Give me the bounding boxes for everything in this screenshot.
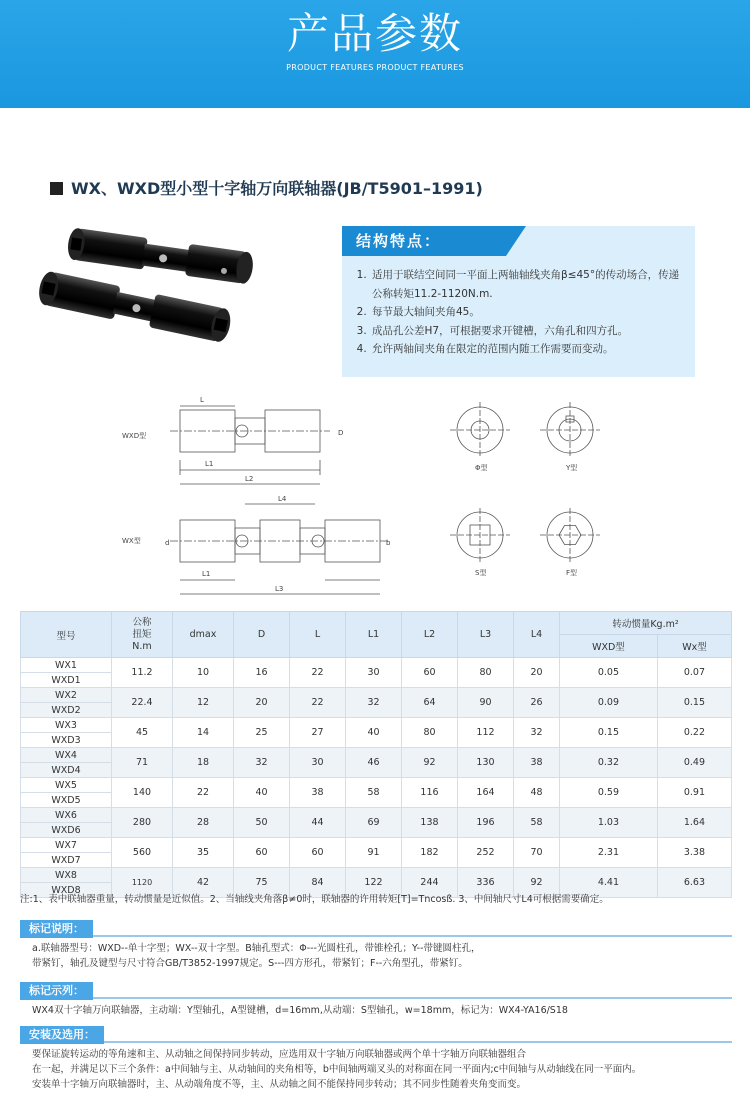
col-l3: L3 — [458, 612, 514, 658]
dim-l-label: L — [200, 396, 204, 404]
product-title — [50, 176, 483, 199]
cell-l2: 182 — [402, 838, 458, 868]
cell-l4: 92 — [514, 868, 560, 898]
table-row — [21, 658, 732, 673]
col-dmax: dmax — [173, 612, 234, 658]
cell-wx: 0.22 — [657, 718, 731, 748]
feature-item: 1. 适用于联结空间同一平面上两轴轴线夹角β≤45°的传动场合，传递公称转矩11.2-1120N.m. — [370, 266, 680, 303]
cell-wxd: 0.32 — [560, 748, 658, 778]
cell-wxd: 4.41 — [560, 868, 658, 898]
dim-l3-label: L3 — [275, 585, 284, 593]
cell-d: 75 — [234, 868, 290, 898]
col-l4: L4 — [514, 612, 560, 658]
cell-l1: 46 — [346, 748, 402, 778]
wx-label: WX型 — [122, 537, 141, 545]
cell-l2: 60 — [402, 658, 458, 688]
product-title-text: WX、WXD型小型十字轴万向联轴器(JB/T5901–1991) — [71, 179, 483, 198]
example-heading: 标记示列： — [20, 982, 93, 1000]
cell-wxd: 2.31 — [560, 838, 658, 868]
cell-torque: 560 — [112, 838, 173, 868]
cell-wxd: 0.15 — [560, 718, 658, 748]
cell-dmax: 35 — [173, 838, 234, 868]
table-row — [21, 868, 732, 883]
model-cell: WXD6 — [21, 823, 112, 838]
col-d: D — [234, 612, 290, 658]
cell-torque: 1120 — [112, 868, 173, 898]
cell-l4: 58 — [514, 808, 560, 838]
col-torque: 公称 扭矩 N.m — [112, 612, 173, 658]
model-cell: WX5 — [21, 778, 112, 793]
example-section — [20, 979, 732, 1018]
product-photo — [35, 220, 325, 370]
cell-l4: 32 — [514, 718, 560, 748]
cell-l: 22 — [290, 658, 346, 688]
model-cell: WXD4 — [21, 763, 112, 778]
cell-wx: 0.07 — [657, 658, 731, 688]
cell-l: 22 — [290, 688, 346, 718]
col-wx: Wx型 — [657, 635, 731, 658]
cell-dmax: 12 — [173, 688, 234, 718]
table-row — [21, 748, 732, 763]
cell-l2: 116 — [402, 778, 458, 808]
cell-l4: 48 — [514, 778, 560, 808]
model-cell: WX2 — [21, 688, 112, 703]
marking-heading: 标记说明： — [20, 920, 93, 938]
cell-l3: 80 — [458, 658, 514, 688]
model-cell: WX8 — [21, 868, 112, 883]
cell-l2: 92 — [402, 748, 458, 778]
cell-l: 84 — [290, 868, 346, 898]
install-line: 安装单十字轴万向联轴器时，主、从动端角度不等，主、从动轴之间不能保持同步转动；其不同步性随着夹角变而变。 — [32, 1079, 527, 1090]
feature-item: 4. 允许两轴间夹角在限定的范围内随工作需要而变动。 — [370, 340, 680, 359]
features-heading: 结构特点： — [342, 226, 506, 256]
cell-l3: 336 — [458, 868, 514, 898]
cell-wx: 0.91 — [657, 778, 731, 808]
model-cell: WX6 — [21, 808, 112, 823]
hole-f-label: F型 — [566, 569, 578, 577]
model-cell: WXD3 — [21, 733, 112, 748]
cell-d: 32 — [234, 748, 290, 778]
model-cell: WXD1 — [21, 673, 112, 688]
marking-line: 带紧钉，轴孔及键型与尺寸符合GB/T3852-1997规定。S---四方形孔，带紧钉；F--六角型孔，带紧钉。 — [32, 958, 468, 969]
dim-l1b-label: L1 — [202, 570, 211, 578]
cell-l2: 244 — [402, 868, 458, 898]
banner-subtitle: PRODUCT FEATURES PRODUCT FEATURES — [286, 63, 464, 72]
model-cell: WX3 — [21, 718, 112, 733]
marking-line: a.联轴器型号：WXD--单十字型；WX--双十字型。B轴孔型式：Φ---光圆柱孔，带锥栓孔；Y--带键圆柱孔， — [32, 943, 481, 954]
col-l: L — [290, 612, 346, 658]
col-inertia: 转动惯量Kg.m² — [560, 612, 732, 635]
table-row — [21, 808, 732, 823]
model-cell: WX7 — [21, 838, 112, 853]
feature-item: 2. 每节最大轴间夹角45。 — [370, 303, 680, 322]
model-cell: WXD2 — [21, 703, 112, 718]
dim-l1-label: L1 — [205, 460, 214, 468]
dim-l2-label: L2 — [245, 475, 254, 483]
cell-wx: 0.49 — [657, 748, 731, 778]
marking-section — [20, 917, 732, 971]
cell-d: 20 — [234, 688, 290, 718]
technical-drawing — [122, 380, 620, 605]
cell-l4: 38 — [514, 748, 560, 778]
cell-l4: 26 — [514, 688, 560, 718]
cell-wxd: 1.03 — [560, 808, 658, 838]
example-line: WX4双十字轴万向联轴器，主动端：Y型轴孔，A型键槽，d=16mm,从动端：S型轴孔，w=18mm，标记为：WX4-YA16/S18 — [32, 1005, 568, 1016]
cell-l3: 164 — [458, 778, 514, 808]
cell-torque: 45 — [112, 718, 173, 748]
cell-l1: 40 — [346, 718, 402, 748]
square-bullet-icon — [50, 182, 63, 195]
cell-l3: 252 — [458, 838, 514, 868]
feature-item: 3. 成品孔公差H7，可根据要求开键槽，六角孔和四方孔。 — [370, 322, 680, 341]
structure-features-panel — [342, 226, 695, 377]
cell-l1: 122 — [346, 868, 402, 898]
header-banner — [0, 0, 750, 108]
model-cell: WX1 — [21, 658, 112, 673]
cell-wx: 1.64 — [657, 808, 731, 838]
cell-dmax: 28 — [173, 808, 234, 838]
dim-l4-label: L4 — [278, 495, 287, 503]
cell-wxd: 0.09 — [560, 688, 658, 718]
install-heading: 安装及选用： — [20, 1026, 104, 1044]
cell-dmax: 18 — [173, 748, 234, 778]
col-wxd: WXD型 — [560, 635, 658, 658]
dim-d-label: D — [338, 429, 344, 437]
table-row — [21, 718, 732, 733]
cell-l1: 32 — [346, 688, 402, 718]
table-row — [21, 838, 732, 853]
cell-torque: 140 — [112, 778, 173, 808]
cell-d: 40 — [234, 778, 290, 808]
table-row — [21, 778, 732, 793]
install-line: 在一起，并满足以下三个条件：a中间轴与主、从动轴间的夹角相等，b中间轴两端叉头的对称面在同一平面内;c中间轴与从动轴线在同一平面内。 — [32, 1064, 642, 1075]
cell-l3: 196 — [458, 808, 514, 838]
cell-l4: 70 — [514, 838, 560, 868]
hole-y-label: Y型 — [566, 464, 578, 472]
cell-l3: 130 — [458, 748, 514, 778]
cell-l: 44 — [290, 808, 346, 838]
dim-d2-label: d — [165, 539, 170, 547]
cell-dmax: 14 — [173, 718, 234, 748]
table-note: 注:1、表中联轴器重量，转动惯量是近似值。2、当轴线夹角落β≠0时，联轴器的许用转矩[T]=Tncosß. 3、中间轴尺寸L4可根据需要确定。 — [20, 894, 609, 905]
cell-d: 60 — [234, 838, 290, 868]
cell-l1: 69 — [346, 808, 402, 838]
model-cell: WXD7 — [21, 853, 112, 868]
cell-l: 60 — [290, 838, 346, 868]
cell-torque: 280 — [112, 808, 173, 838]
table-row — [21, 688, 732, 703]
install-line: 要保证旋转运动的等角速和主、从动轴之间保持同步转动，应选用双十字轴万向联轴器或两个单十字轴万向联轴器组合 — [32, 1049, 527, 1060]
cell-l: 30 — [290, 748, 346, 778]
col-l1: L1 — [346, 612, 402, 658]
hole-phi-label: Φ型 — [475, 464, 488, 472]
cell-l: 27 — [290, 718, 346, 748]
cell-l4: 20 — [514, 658, 560, 688]
cell-torque: 71 — [112, 748, 173, 778]
cell-l1: 58 — [346, 778, 402, 808]
cell-wxd: 0.05 — [560, 658, 658, 688]
cell-wx: 6.63 — [657, 868, 731, 898]
dim-b-label: b — [386, 539, 391, 547]
model-cell: WXD8 — [21, 883, 112, 898]
wxd-label: WXD型 — [122, 432, 147, 440]
cell-d: 16 — [234, 658, 290, 688]
banner-title: 产品参数 — [286, 9, 463, 58]
cell-torque: 11.2 — [112, 658, 173, 688]
cell-dmax: 22 — [173, 778, 234, 808]
model-cell: WX4 — [21, 748, 112, 763]
cell-wxd: 0.59 — [560, 778, 658, 808]
cell-l1: 30 — [346, 658, 402, 688]
cell-l2: 80 — [402, 718, 458, 748]
cell-l2: 64 — [402, 688, 458, 718]
cell-l1: 91 — [346, 838, 402, 868]
cell-l3: 90 — [458, 688, 514, 718]
cell-d: 50 — [234, 808, 290, 838]
cell-d: 25 — [234, 718, 290, 748]
cell-dmax: 42 — [173, 868, 234, 898]
model-cell: WXD5 — [21, 793, 112, 808]
cell-l: 38 — [290, 778, 346, 808]
install-section — [20, 1023, 732, 1092]
spec-table — [20, 611, 732, 898]
cell-wx: 3.38 — [657, 838, 731, 868]
col-model: 型号 — [21, 612, 112, 658]
cell-l2: 138 — [402, 808, 458, 838]
hole-s-label: S型 — [475, 569, 487, 577]
cell-dmax: 10 — [173, 658, 234, 688]
cell-torque: 22.4 — [112, 688, 173, 718]
col-l2: L2 — [402, 612, 458, 658]
cell-wx: 0.15 — [657, 688, 731, 718]
cell-l3: 112 — [458, 718, 514, 748]
